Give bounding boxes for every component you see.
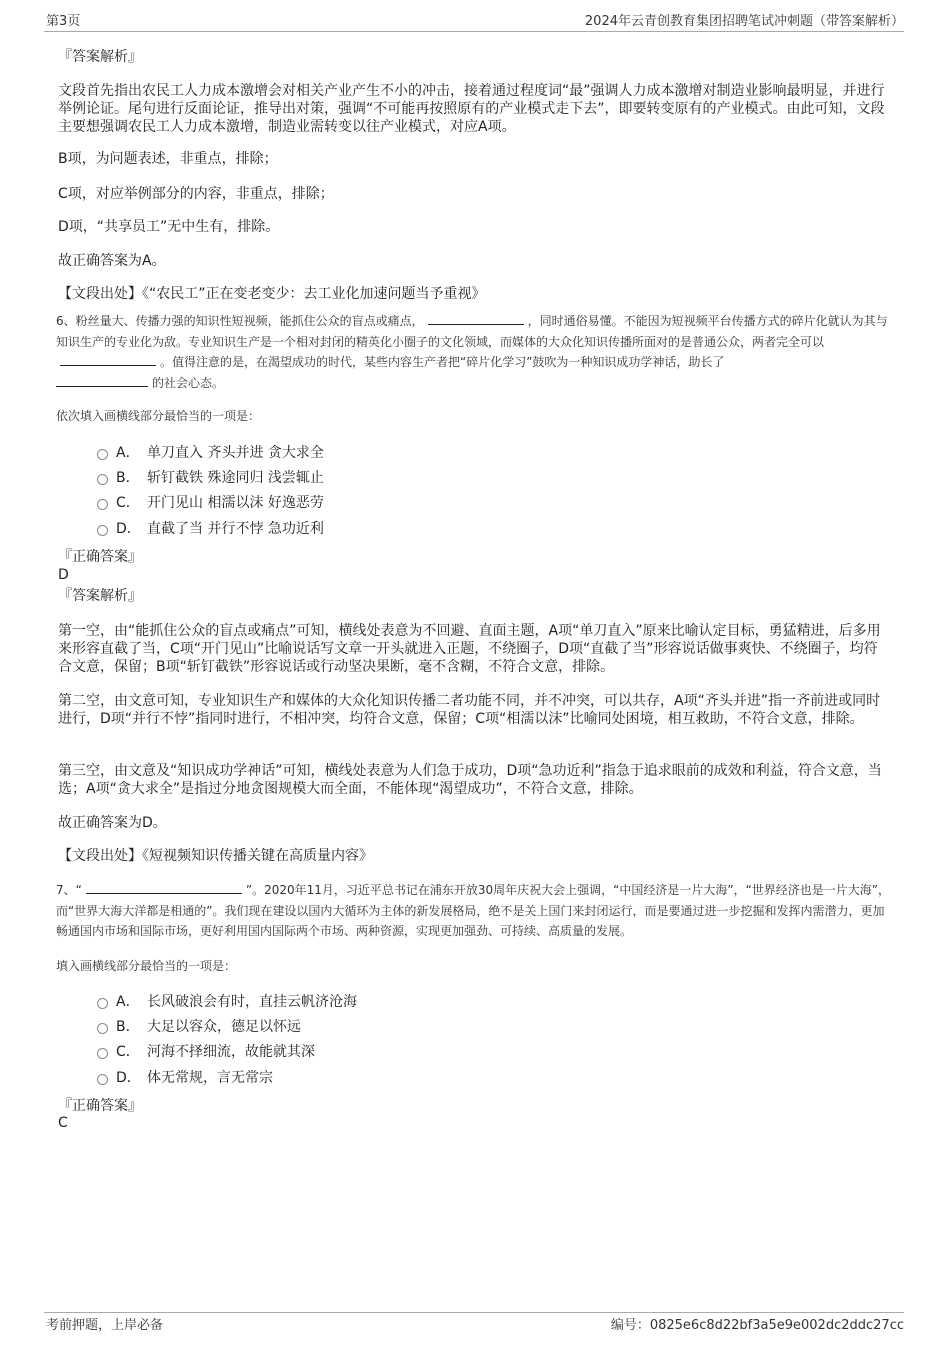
footer-slogan: 考前押题，上岸必备 xyxy=(46,1318,164,1333)
q7-option-b[interactable]: B． 大足以容众，德足以怀远 xyxy=(97,1016,301,1036)
q5-analysis-label: 『答案解析』 xyxy=(58,49,142,65)
blank-3 xyxy=(56,374,148,387)
q5-source: 【文段出处】《“农民工”正在变老变少：去工业化加速问题当予重视》 xyxy=(58,286,486,302)
q5-analysis: 文段首先指出农民工人力成本激增会对相关产业产生不小的冲击，接着通过程度词“最”强调人力成本激增对制造业影响最明显，并进行举例论证。尾句进行反面论证，推导出对策，强调“不可能再按照原有的产业模式走下去”，即要转变原有的产业模式。由此可知，文段主要想强调农民工人力成本激增，制造业需转变以往产业模式，对应A项。 xyxy=(58,83,885,135)
q6-option-a[interactable]: A． 单刀直入 齐头并进 贪大求全 xyxy=(97,442,324,462)
q6-analysis-1: 第一空，由“能抓住公众的盲点或痛点”可知，横线处表意为不回避、直面主题，A项“单刀直入”原来比喻认定目标，勇猛精进，后多用来形容直截了当，C项“开门见山”比喻说话写文章一开头就进入正题，不绕圈子，D项“直截了当”形容说话做事爽快、不绕圈子，均符合文意，保留；B项“斩钉截铁”形容说话或行动坚决果断，毫不含糊，不符合文意，排除。 xyxy=(58,623,881,675)
radio-icon[interactable] xyxy=(97,474,108,485)
q7-option-d[interactable]: D． 体无常规，言无常宗 xyxy=(97,1067,273,1087)
radio-icon[interactable] xyxy=(97,1023,108,1034)
blank-2 xyxy=(60,353,156,366)
q5-option-c-note: C项，对应举例部分的内容，非重点，排除； xyxy=(58,186,334,202)
q6-option-d[interactable]: D． 直截了当 并行不悖 急功近利 xyxy=(97,518,324,538)
radio-icon[interactable] xyxy=(97,499,108,510)
radio-icon[interactable] xyxy=(97,1074,108,1085)
q7-answer: C xyxy=(58,1115,68,1131)
q6-option-c[interactable]: C． 开门见山 相濡以沫 好逸恶劳 xyxy=(97,492,324,512)
q6-analysis-label: 『答案解析』 xyxy=(58,588,142,604)
q6-stem: 6、粉丝量大、传播力强的知识性短视频，能抓住公众的盲点或痛点， ，同时通俗易懂。不能因为短视频平台传播方式的碎片化就认为其与知识生产的专业化为敌。专业知识生产是一个相对封闭的精英化小圈子的文化领域，而媒体的大众化知识传播所面对的是普通公众，两者完全可以。值得注意的是，在渴望成功的时代，某些内容生产者把“碎片化学习”鼓吹为一种知识成功学神话，助长了 的社会心态。 xyxy=(56,314,888,390)
document-id: 编号：0825e6c8d22bf3a5e9e002dc2ddc27cc xyxy=(610,1318,904,1333)
q7-option-a[interactable]: A． 长风破浪会有时，直挂云帆济沧海 xyxy=(97,991,357,1011)
radio-icon[interactable] xyxy=(97,998,108,1009)
q6-prompt: 依次填入画横线部分最恰当的一项是： xyxy=(56,409,261,423)
footer-divider xyxy=(44,1312,904,1313)
q6-answer: D xyxy=(58,567,69,583)
q5-option-b-note: B项，为问题表述，非重点，排除； xyxy=(58,151,278,167)
radio-icon[interactable] xyxy=(97,449,108,460)
q7-answer-label: 『正确答案』 xyxy=(58,1098,142,1114)
blank-1 xyxy=(428,312,524,325)
header-divider xyxy=(44,31,904,32)
q6-conclusion: 故正确答案为D。 xyxy=(58,815,167,831)
q7-prompt: 填入画横线部分最恰当的一项是： xyxy=(56,959,237,973)
q5-conclusion: 故正确答案为A。 xyxy=(58,253,166,269)
q6-option-b[interactable]: B． 斩钉截铁 殊途同归 浅尝辄止 xyxy=(97,467,324,487)
q6-analysis-3: 第三空，由文意及“知识成功学神话”可知，横线处表意为人们急于成功，D项“急功近利”指急于追求眼前的成效和利益，符合文意，当选；A项“贪大求全”是指过分地贪图规模大而全面，不能体现“渴望成功”，不符合文意，排除。 xyxy=(58,763,882,797)
document-title: 2024年云青创教育集团招聘笔试冲刺题（带答案解析） xyxy=(584,14,904,29)
q5-option-d-note: D项，“共享员工”无中生有，排除。 xyxy=(58,219,280,235)
q6-source: 【文段出处】《短视频知识传播关键在高质量内容》 xyxy=(58,848,373,864)
page-number: 第3页 xyxy=(46,14,81,29)
q6-answer-label: 『正确答案』 xyxy=(58,549,142,565)
radio-icon[interactable] xyxy=(97,1048,108,1059)
q6-analysis-2: 第二空，由文意可知，专业知识生产和媒体的大众化知识传播二者功能不同，并不冲突，可以共存，A项“齐头并进”指一齐前进或同时进行，D项“并行不悖”指同时进行，不相冲突，均符合文意，保留；C项“相濡以沫”比喻同处困境，相互救助，不符合文意，排除。 xyxy=(58,693,881,727)
radio-icon[interactable] xyxy=(97,525,108,536)
q7-option-c[interactable]: C． 河海不择细流，故能就其深 xyxy=(97,1041,315,1061)
q7-stem: 7、“ ”。2020年11月，习近平总书记在浦东开放30周年庆祝大会上强调，“中国经济是一片大海”，“世界经济也是一片大海”，而“世界大海大洋都是相通的”。我们现在建设以国内大循环为主体的新发展格局，绝不是关上国门来封闭运行，而是要通过进一步挖掘和发挥内需潜力，更加畅通国内市场和国际市场，更好利用国内国际两个市场、两种资源，实现更加强劲、可持续、高质量的发展。 xyxy=(56,883,891,938)
blank-1 xyxy=(86,881,242,894)
